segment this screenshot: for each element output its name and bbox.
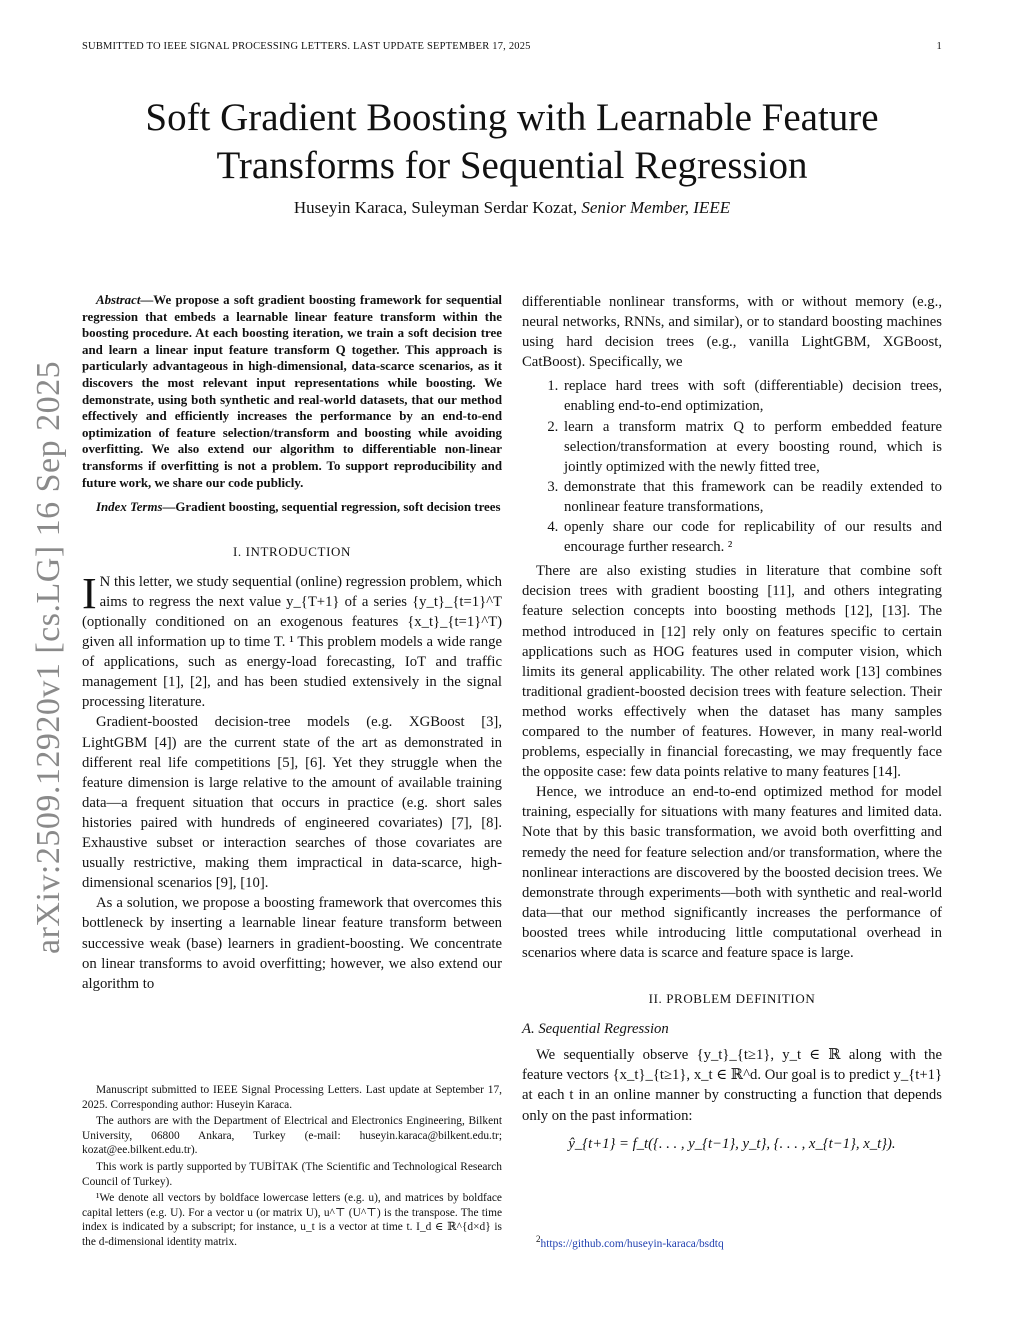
equation: ŷ_{t+1} = f_t({. . . , y_{t−1}, y_t}, {. . . , x_{t−1}, x_t}).	[568, 1135, 896, 1152]
list-item: 3. demonstrate that this framework can be readily extended to nonlinear feature transformations,	[562, 477, 942, 517]
page-number: 1	[936, 41, 942, 52]
right-paragraph-1: differentiable nonlinear transforms, with or without memory (e.g., neural networks, RNNs, and similar), or to standard boosting machines using hard decision trees (e.g., vanilla LightGBM, XGBoost, CatBoost). Specifically, we	[522, 294, 942, 371]
index-terms	[82, 499, 502, 516]
footnote-funding: This work is partly supported by TUBİTAK (The Scientific and Technological Research Council of Turkey).	[82, 1160, 502, 1188]
intro-paragraph-2: Gradient-boosted decision-tree models (e.g. XGBoost [3], LightGBM [4]) are the current state of the art as demonstrated in different real life competitions [5], [6]. Yet they struggle when the feature dimension is large relative to the amount of available training data—a frequent situation that occurs in practice (e.g. short sales histories paired with hundreds of engineered covariates) [7], [8]. Exhaustive subset or interaction searches of those covariates are usually restrictive, making them impractical in data-scarce, high-dimensional scenarios [9], [10].	[82, 714, 502, 892]
code-url-link[interactable]: https://github.com/huseyin-karaca/bsdtq	[540, 1237, 724, 1250]
section-heading-intro: I. INTRODUCTION	[232, 543, 352, 559]
author-names: Huseyin Karaca, Suleyman Serdar Kozat,	[293, 198, 582, 217]
right-paragraph-4: We sequentially observe {y_t}_{t≥1}, y_t ∈ ℝ along with the feature vectors {x_t}_{t≥1}, x_t ∈ ℝ^d. Our goal is to predict y_{t+1} at each t in an online manner by constructing a function that depends only on the past information:	[522, 1047, 942, 1124]
right-paragraph-2: There are also existing studies in literature that combine soft decision trees with gradient boosting [11], and others integrating feature selection concepts into boosting methods [12], [13]. The method introduced in [12] rely only on features specific to certain applications such as HOG features used in computer vision, which limits its general applicability. The other related work [13] combines traditional gradient-boosted decision trees with feature selection. Their method works effectively when the dataset has many samples compared to the number of features. However, in many real-world problems, especially in financial forecasting, we may frequently face the opposite case: few data points relative to many features [14].	[522, 563, 942, 781]
footnote-code-link	[536, 1234, 724, 1250]
drop-cap: I	[82, 568, 97, 618]
left-column	[82, 292, 502, 994]
paper-title	[80, 94, 944, 190]
contribution-list	[522, 376, 942, 557]
arxiv-stamp: arXiv:2509.12920v1 [cs.LG] 16 Sep 2025	[30, 360, 67, 954]
abstract	[82, 292, 502, 491]
intro-p1-text: N this letter, we study sequential (online) regression problem, which aims to regress the next value y_{T+1} of a series {y_t}_{t=1}^T (optionally conditioned on an exogenous features {x_t}_{t=1}^T) given all information up to time T. ¹ This problem models a wide range of applications, such as energy-load forecasting, IoT and traffic management [1], [2], and has been studied extensively in the signal processing literature.	[82, 573, 502, 711]
title-line-1: Soft Gradient Boosting with Learnable Feature	[145, 96, 879, 139]
intro-paragraph-3: As a solution, we propose a boosting framework that overcomes this bottleneck by inserting a learnable linear feature transform between successive weak (base) learners in gradient-boosting. We concentrate on linear transforms to avoid overfitting; however, we also extend our algorithm to	[82, 895, 502, 992]
authors	[80, 198, 944, 218]
abstract-text: —We propose a soft gradient boosting framework for sequential regression that embeds a learnable linear feature transform within the boosting procedure. At each boosting iteration, we train a soft decision tree and learn a linear input feature transform Q together. This approach is particularly advantageous in high-dimensional, data-scarce scenarios, as it discovers the most relevant input representations while boosting. We demonstrate, using both synthetic and real-world datasets, that our method effectively and efficiently increases the performance by an end-to-end optimization of feature selection/transform and boosting while avoiding overfitting. We also extend our algorithm to differentiable non-linear transforms if overfitting is not a problem. To support reproducibility and future work, we share our code publicly.	[82, 293, 502, 490]
running-head-text: SUBMITTED TO IEEE SIGNAL PROCESSING LETTERS. LAST UPDATE SEPTEMBER 17, 2025	[82, 41, 531, 52]
right-paragraph-3: Hence, we introduce an end-to-end optimized method for model training, especially for situations with many features and limited data. Note that by this basic transformation, we avoid both overfitting and remedy the need for feature selection and/or transformation, where the nonlinear interactions are discovered by the boosted decision trees. We demonstrate through experiments—both with synthetic and real-world data—that our method significantly increases the performance of boosted trees while introducing little computational overhead in scenarios where data is scarce and feature space is large.	[522, 784, 942, 961]
footnote-manuscript: Manuscript submitted to IEEE Signal Processing Letters. Last update at September 17, 2025. Corresponding author: Huseyin Karaca.	[82, 1084, 502, 1111]
subsection-heading: A. Sequential Regression	[522, 1021, 669, 1038]
index-terms-text: —Gradient boosting, sequential regression, soft decision trees	[162, 500, 501, 515]
footnote-notation: ¹We denote all vectors by boldface lowercase letters (e.g. u), and matrices by boldface capital letters (e.g. U). For a vector u (or matrix U), u^⊤ (U^⊤) is the transpose. The time index is indicated by a subscript; for instance, u_t is a vector at time t. I_d ∈ ℝ^{d×d} is the d-dimensional identity matrix.	[82, 1192, 502, 1248]
author-role: Senior Member, IEEE	[581, 198, 731, 217]
intro-paragraph-1	[82, 568, 502, 713]
list-item: 4. openly share our code for replicability of our results and encourage further research. ²	[562, 517, 942, 557]
index-terms-label: Index Terms	[96, 500, 163, 515]
running-head	[82, 41, 942, 52]
abstract-label: Abstract	[96, 293, 141, 307]
list-item: 2. learn a transform matrix Q to perform embedded feature selection/transformation at every boosting round, which is jointly optimized with the newly fitted tree,	[562, 417, 942, 477]
title-line-2: Transforms for Sequential Regression	[216, 144, 808, 187]
footnote-mark: 2	[536, 1234, 541, 1244]
right-column	[522, 292, 942, 1162]
list-item: 1. replace hard trees with soft (differentiable) decision trees, enabling end-to-end optimization,	[562, 376, 942, 416]
footnotes	[82, 1083, 502, 1252]
footnote-affiliation: The authors are with the Department of Electrical and Electronics Engineering, Bilkent University, 06800 Ankara, Turkey (e-mail: huseyin.karaca@bilkent.edu.tr; kozat@ee.bilkent.edu.tr).	[82, 1115, 502, 1157]
section-heading-problem: II. PROBLEM DEFINITION	[648, 991, 816, 1007]
